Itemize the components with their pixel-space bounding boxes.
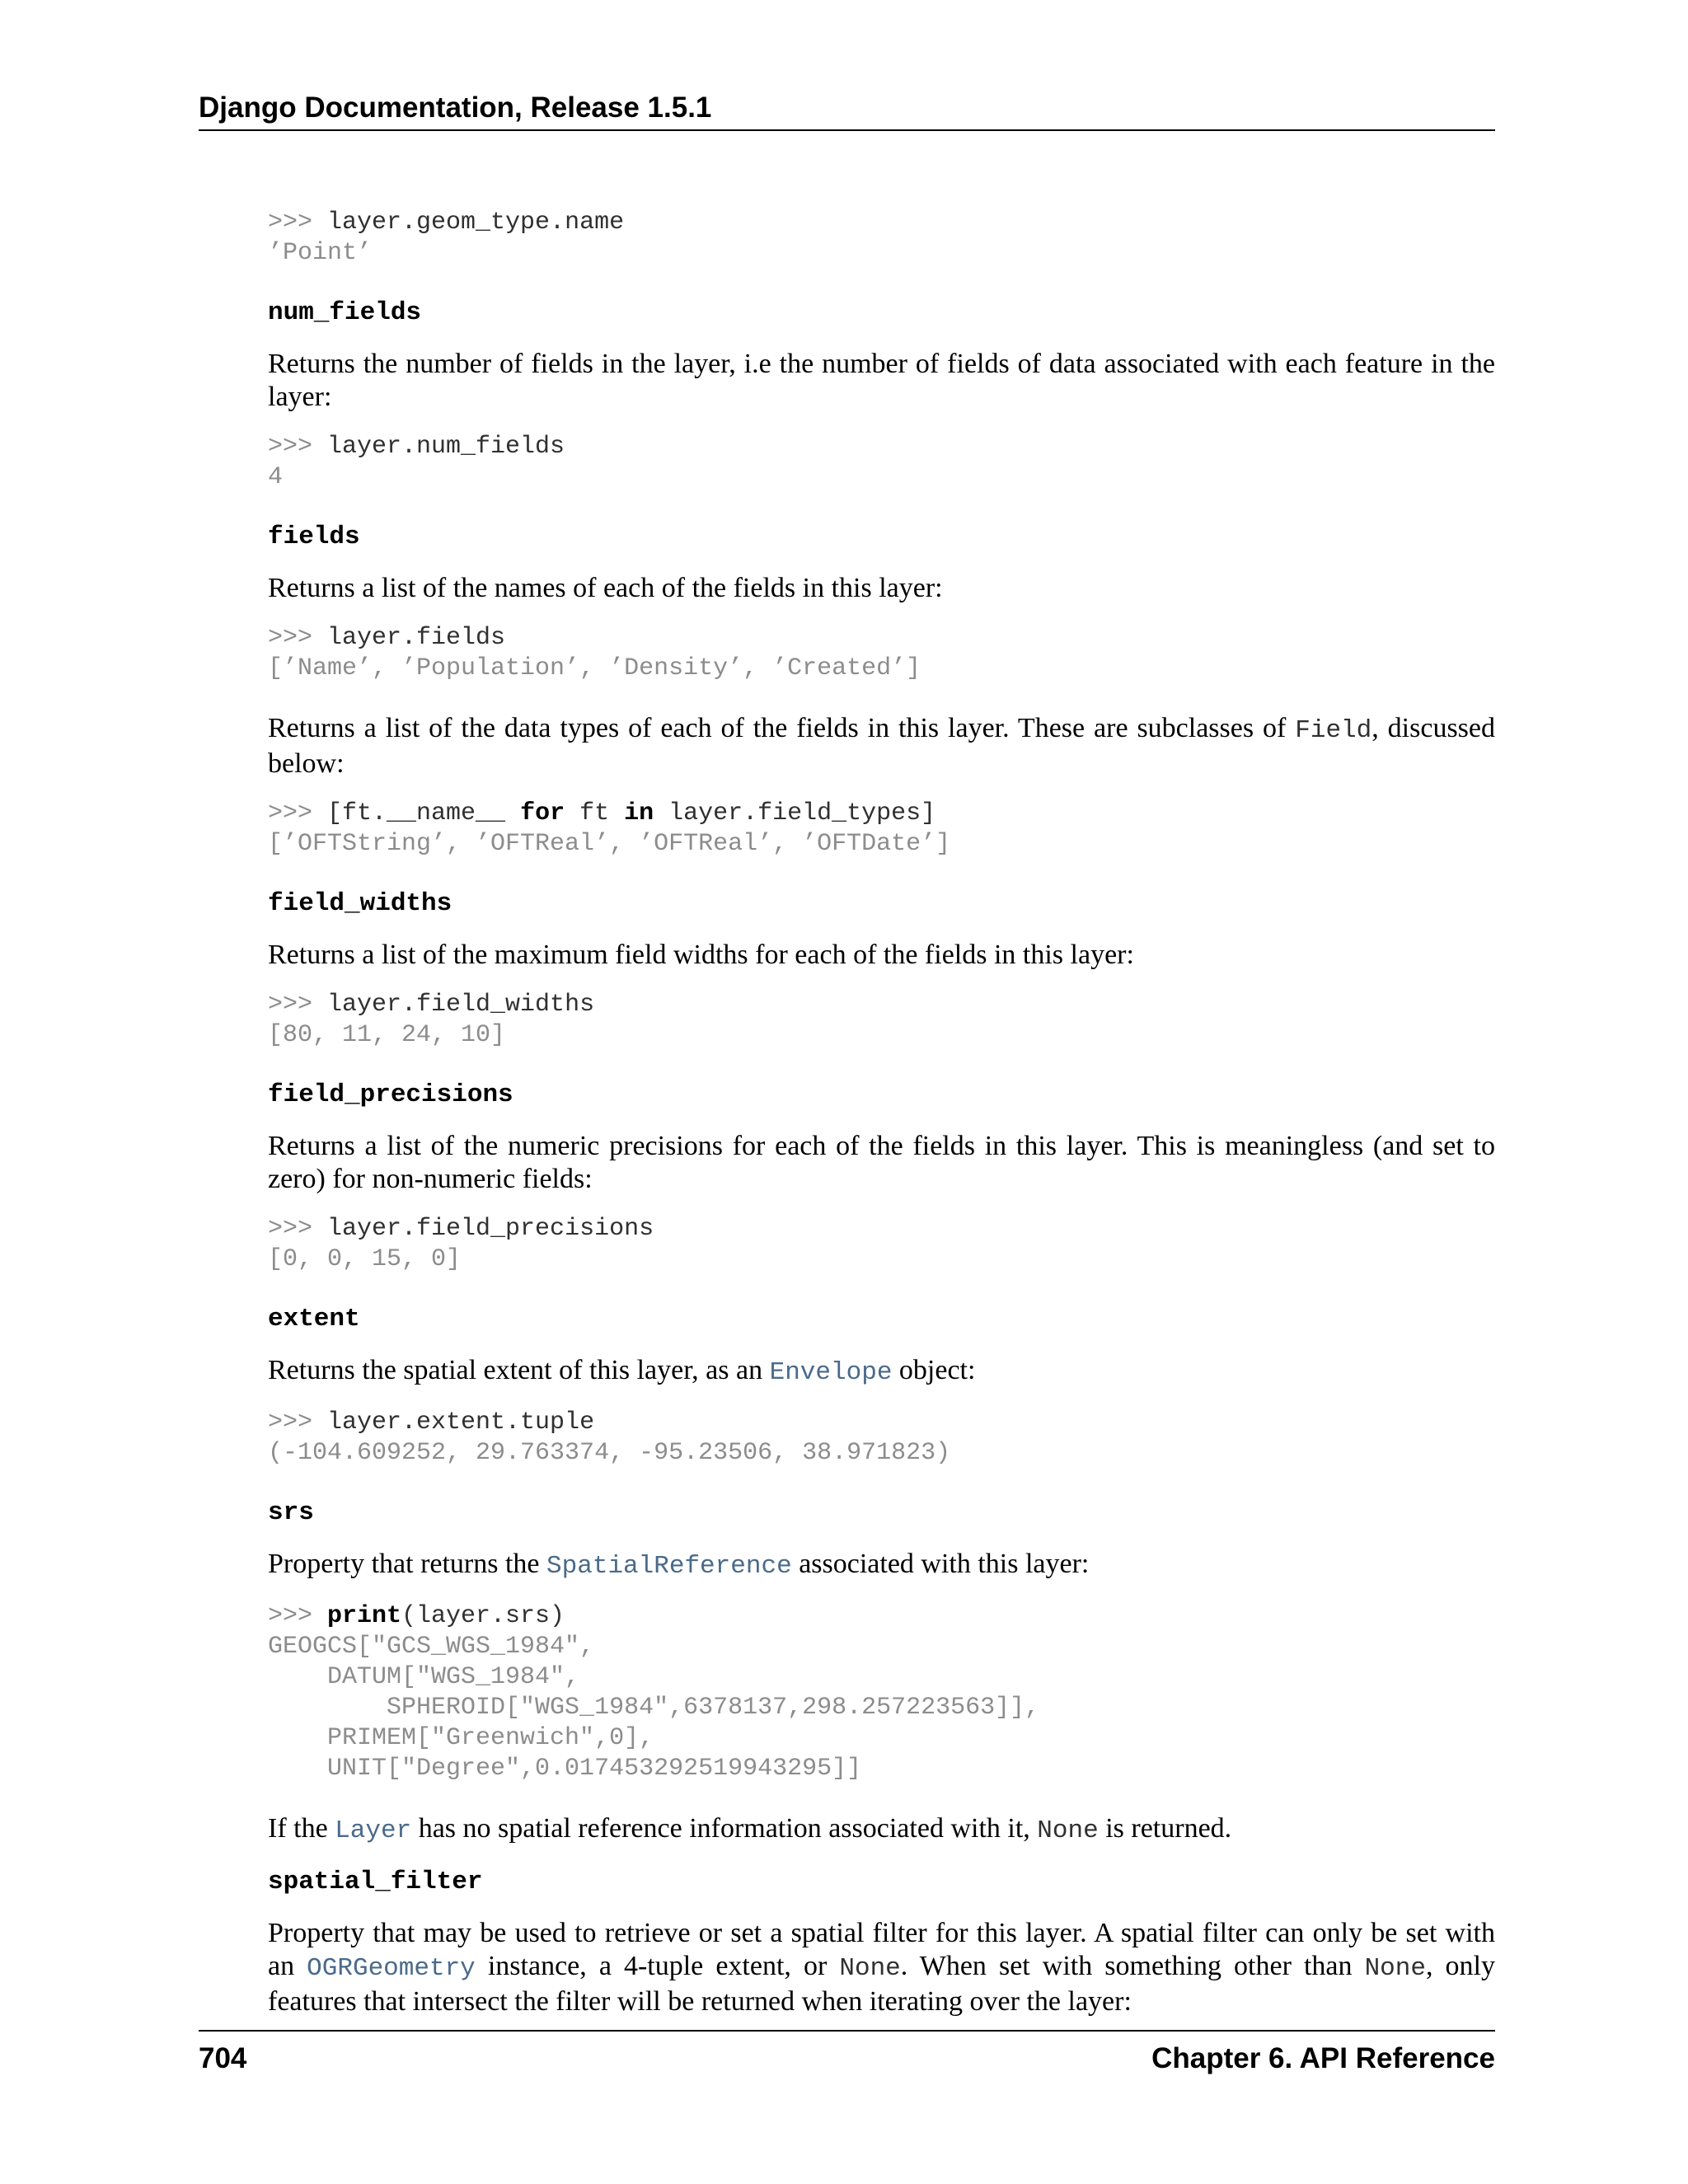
text-run: . When set with something other than [900, 1951, 1365, 1981]
code-input: (layer.srs) [401, 1602, 565, 1630]
code-output: [’Name’, ’Population’, ’Density’, ’Created’] [268, 654, 921, 682]
link-envelope[interactable]: Envelope [769, 1358, 893, 1387]
text-run: is returned. [1098, 1813, 1232, 1844]
desc-srs [268, 1548, 1495, 1583]
code-prompt: >>> [268, 1408, 328, 1436]
desc-srs-none [268, 1812, 1495, 1848]
code-block-field-precisions [268, 1214, 1495, 1275]
attr-extent: extent [268, 1305, 360, 1333]
page-number: 704 [199, 2042, 247, 2074]
inline-code-none: None [1037, 1816, 1099, 1845]
page-content [268, 208, 1495, 2018]
code-output: [’OFTString’, ’OFTReal’, ’OFTReal’, ’OFTDate’] [268, 830, 951, 858]
code-output: (-104.609252, 29.763374, -95.23506, 38.971823) [268, 1439, 951, 1467]
code-input: layer.field_types] [654, 799, 936, 827]
code-prompt: >>> [268, 1215, 328, 1243]
code-prompt: >>> [268, 433, 328, 461]
code-block-geom-type [268, 208, 1495, 269]
code-input: layer.extent.tuple [327, 1408, 595, 1436]
code-input: layer.field_precisions [327, 1215, 654, 1243]
code-prompt: >>> [268, 209, 328, 237]
attr-field-widths: field_widths [268, 889, 452, 918]
code-output-line: SPHEROID["WGS_1984",6378137,298.257223563]], [268, 1694, 1040, 1722]
attr-srs: srs [268, 1498, 314, 1527]
inline-code-none: None [1364, 1954, 1426, 1983]
desc-field-widths: Returns a list of the maximum field widths for each of the fields in this layer: [268, 940, 1134, 970]
code-block-fields [268, 623, 1495, 684]
code-input: layer.fields [327, 624, 506, 652]
desc-field-precisions: Returns a list of the numeric precisions for each of the fields in this layer. This is meaningless (and set to zero) for non-numeric fields: [268, 1131, 1495, 1194]
code-output: 4 [268, 463, 284, 491]
code-block-num-fields [268, 432, 1495, 493]
code-input: [ft.__name__ [327, 799, 521, 827]
attr-field-precisions: field_precisions [268, 1080, 513, 1109]
inline-code-none: None [839, 1954, 901, 1983]
attr-fields: fields [268, 523, 360, 551]
text-run: object: [892, 1355, 976, 1385]
code-output: [80, 11, 24, 10] [268, 1021, 506, 1049]
text-run: , only features that intersect the filter will be returned when iterating over the layer: [268, 1951, 1495, 2017]
text-run: Returns the spatial extent of this layer, as an [268, 1355, 770, 1385]
text-run: instance, a 4-tuple extent, or [475, 1951, 840, 1981]
header-title: Django Documentation, Release 1.5.1 [199, 91, 712, 124]
desc-spatial-filter [268, 1917, 1495, 2018]
code-prompt: >>> [268, 799, 328, 827]
desc-num-fields: Returns the number of fields in the layer, i.e the number of fields of data associated with each feature in the layer: [268, 349, 1495, 412]
text-run: associated with this layer: [791, 1549, 1090, 1579]
page-footer [199, 2030, 1495, 2078]
code-output-line: UNIT["Degree",0.017453292519943295]] [268, 1755, 862, 1783]
code-prompt: >>> [268, 991, 328, 1019]
code-keyword: in [624, 799, 654, 827]
code-output: [0, 0, 15, 0] [268, 1245, 462, 1273]
link-ogr-geometry[interactable]: OGRGeometry [307, 1954, 476, 1983]
text-run: Property that may be used to retrieve or set a spatial filter for this layer. A spatial filter can only be set with an [268, 1918, 1495, 1981]
text-run: If the [268, 1813, 335, 1844]
page-header [199, 89, 1495, 131]
code-input: ft [565, 799, 625, 827]
code-prompt: >>> [268, 624, 328, 652]
code-input: layer.field_widths [327, 991, 595, 1019]
text-run: has no spatial reference information associated with it, [411, 1813, 1038, 1844]
code-block-field-widths [268, 990, 1495, 1051]
code-block-field-types [268, 799, 1495, 860]
link-spatial-reference[interactable]: SpatialReference [546, 1552, 792, 1581]
inline-code-field: Field [1295, 716, 1372, 745]
desc-fields: Returns a list of the names of each of the fields in this layer: [268, 573, 943, 603]
code-output: ’Point’ [268, 239, 373, 267]
footer-chapter: Chapter 6. API Reference [1151, 2042, 1495, 2074]
text-run: , discussed below: [268, 713, 1496, 779]
attr-num-fields: num_fields [268, 298, 422, 327]
attr-spatial-filter: spatial_filter [268, 1868, 483, 1896]
code-keyword: for [520, 799, 565, 827]
code-input: layer.num_fields [327, 433, 565, 461]
code-output-line: GEOGCS["GCS_WGS_1984", [268, 1633, 595, 1661]
desc-extent [268, 1354, 1495, 1390]
code-block-extent [268, 1408, 1495, 1469]
link-layer[interactable]: Layer [335, 1816, 412, 1845]
code-input: layer.geom_type.name [327, 209, 625, 237]
code-output-line: PRIMEM["Greenwich",0], [268, 1724, 654, 1752]
desc-field-types [268, 712, 1495, 780]
code-block-srs [268, 1601, 1495, 1784]
code-prompt: >>> [268, 1602, 328, 1630]
text-run: Returns a list of the data types of each of the fields in this layer. These are subclasses of [268, 713, 1296, 743]
code-output-line: DATUM["WGS_1984", [268, 1663, 580, 1691]
text-run: Property that returns the [268, 1549, 547, 1579]
code-keyword: print [327, 1602, 402, 1630]
